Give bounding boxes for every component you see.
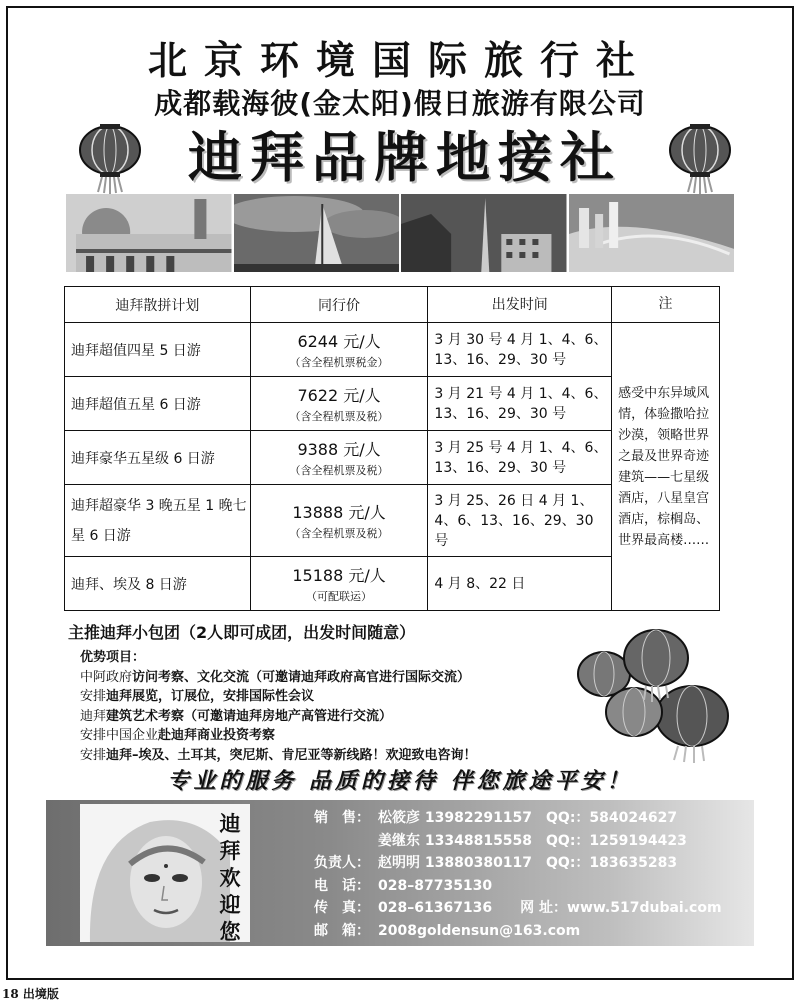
price-cell xyxy=(250,557,428,611)
price-note: （含全程机票税金） xyxy=(289,356,389,369)
manager-phone: 13880380117 xyxy=(424,855,533,871)
tel-value: 028–87735130 xyxy=(378,877,493,894)
list-item xyxy=(80,687,600,707)
header-departure: 出发时间 xyxy=(428,287,612,323)
table-header-row xyxy=(65,287,720,323)
portrait-photo xyxy=(80,804,250,942)
sales-phone: 13348815558 xyxy=(424,832,533,849)
header-plan: 迪拜散拼计划 xyxy=(65,287,251,323)
item-prefix: 中阿政府 xyxy=(80,669,133,685)
departure-cell: 3 月 25、26 日 4 月 1、4、6、13、16、29、30 号 xyxy=(428,485,612,557)
item-prefix: 安排 xyxy=(80,689,107,704)
welcome-text: 迪拜欢迎您 xyxy=(219,811,241,942)
price-value: 9388 元/人 xyxy=(297,440,381,459)
fax-line xyxy=(314,897,722,920)
list-item xyxy=(80,668,600,688)
price-value: 13888 元/人 xyxy=(292,503,386,522)
web-value: www.517dubai.com xyxy=(567,900,722,916)
lantern-icon xyxy=(70,120,150,194)
plan-cell: 迪拜超值五星 6 日游 xyxy=(65,377,251,431)
sales-line-2 xyxy=(314,830,722,853)
sales-name: 姜继东 xyxy=(378,832,420,849)
brand-banner xyxy=(70,120,740,194)
contact-list xyxy=(314,807,722,942)
manager-label: 负责人： xyxy=(314,855,370,871)
contact-band xyxy=(46,800,754,946)
header-price: 同行价 xyxy=(250,287,428,323)
fax-value: 028–61367136 xyxy=(378,900,493,916)
item-text: 迪拜–埃及、土耳其，突尼斯、肯尼亚等新线路！欢迎致电咨询！ xyxy=(106,747,477,763)
plan-cell: 迪拜超值四星 5 日游 xyxy=(65,323,251,377)
fax-label: 传 真： xyxy=(314,900,370,916)
email-line xyxy=(314,920,722,943)
price-note: （含全程机票及税） xyxy=(289,527,389,540)
price-cell xyxy=(250,431,428,485)
price-cell xyxy=(250,485,428,557)
tel-line xyxy=(314,875,722,898)
manager-name: 赵明明 xyxy=(378,855,420,871)
price-value: 6244 元/人 xyxy=(297,332,381,351)
item-text: 建筑艺术考察（可邀请迪拜房地产高管进行交流） xyxy=(106,708,393,724)
plan-cell: 迪拜豪华五星级 6 日游 xyxy=(65,431,251,485)
price-cell xyxy=(250,323,428,377)
item-prefix: 迪拜 xyxy=(80,708,107,724)
promo-heading: 主推迪拜小包团（2人即可成团，出发时间随意） xyxy=(68,623,416,642)
departure-cell: 4 月 8、22 日 xyxy=(428,557,612,611)
mosque-photo xyxy=(66,194,232,272)
lantern-cluster-icon xyxy=(574,624,734,764)
burj-al-arab-photo xyxy=(234,194,400,272)
advantage-list xyxy=(80,648,600,765)
agency-title: 北京环境国际旅行社 xyxy=(147,39,652,84)
item-text: 访问考察、文化交流（可邀请迪拜政府高官进行国际交流） xyxy=(132,669,471,685)
burj-khalifa-photo xyxy=(401,194,567,272)
price-cell xyxy=(250,377,428,431)
email-label: 邮 箱： xyxy=(314,922,370,939)
email-value: 2008goldensun@163.com xyxy=(378,922,581,939)
sales-phone: 13982291157 xyxy=(424,810,533,826)
item-text: 赴迪拜商业投资考察 xyxy=(158,728,276,743)
company-subtitle: 成都载海彼(金太阳)假日旅游有限公司 xyxy=(154,87,646,120)
price-value: 15188 元/人 xyxy=(292,566,386,585)
brand-title: 迪拜品牌地接社 xyxy=(188,125,622,189)
web-label: 网 址： xyxy=(520,900,568,916)
page-number: 18 出境版 xyxy=(2,987,59,1000)
list-item xyxy=(80,726,600,746)
tel-label: 电 话： xyxy=(314,877,370,894)
plan-cell: 迪拜超豪华 3 晚五星 1 晚七星 6 日游 xyxy=(65,485,251,557)
lantern-icon xyxy=(660,120,740,194)
manager-qq: QQ:：183635283 xyxy=(546,855,678,871)
price-note: （含全程机票及税） xyxy=(289,410,389,423)
departure-cell: 3 月 25 号 4 月 1、4、6、13、16、29、30 号 xyxy=(428,431,612,485)
list-item xyxy=(80,707,600,727)
sales-label: 销 售： xyxy=(314,810,370,826)
item-text: 迪拜展览，订展位，安排国际性会议 xyxy=(106,689,315,704)
tour-price-table xyxy=(64,286,720,611)
table-row xyxy=(65,323,720,377)
sales-qq: QQ:：584024627 xyxy=(546,810,678,826)
sales-line-1 xyxy=(314,807,722,830)
price-value: 7622 元/人 xyxy=(297,386,381,405)
departure-cell: 3 月 21 号 4 月 1、4、6、13、16、29、30 号 xyxy=(428,377,612,431)
sales-qq: QQ:：1259194423 xyxy=(546,832,687,849)
palm-island-photo xyxy=(569,194,735,272)
plan-cell: 迪拜、埃及 8 日游 xyxy=(65,557,251,611)
slogan: 专业的服务 品质的接待 伴您旅途平安！ xyxy=(167,768,633,794)
header-note: 注 xyxy=(612,287,720,323)
price-note: （含全程机票及税） xyxy=(289,464,389,477)
price-note: （可配联运） xyxy=(306,590,373,603)
note-cell: 感受中东异域风情，体验撒哈拉沙漠，领略世界之最及世界奇迹建筑——七星级酒店，八星皇宫酒店，棕榈岛、世界最高楼…… xyxy=(612,323,720,611)
dubai-photo-strip xyxy=(66,194,734,272)
manager-line xyxy=(314,852,722,875)
list-item xyxy=(80,746,600,766)
item-prefix: 安排 xyxy=(80,747,107,763)
item-prefix: 安排中国企业 xyxy=(80,728,159,743)
advantages-title: 优势项目： xyxy=(80,650,146,665)
departure-cell: 3 月 30 号 4 月 1、4、6、13、16、29、30 号 xyxy=(428,323,612,377)
sales-name: 松筱彦 xyxy=(378,810,420,826)
